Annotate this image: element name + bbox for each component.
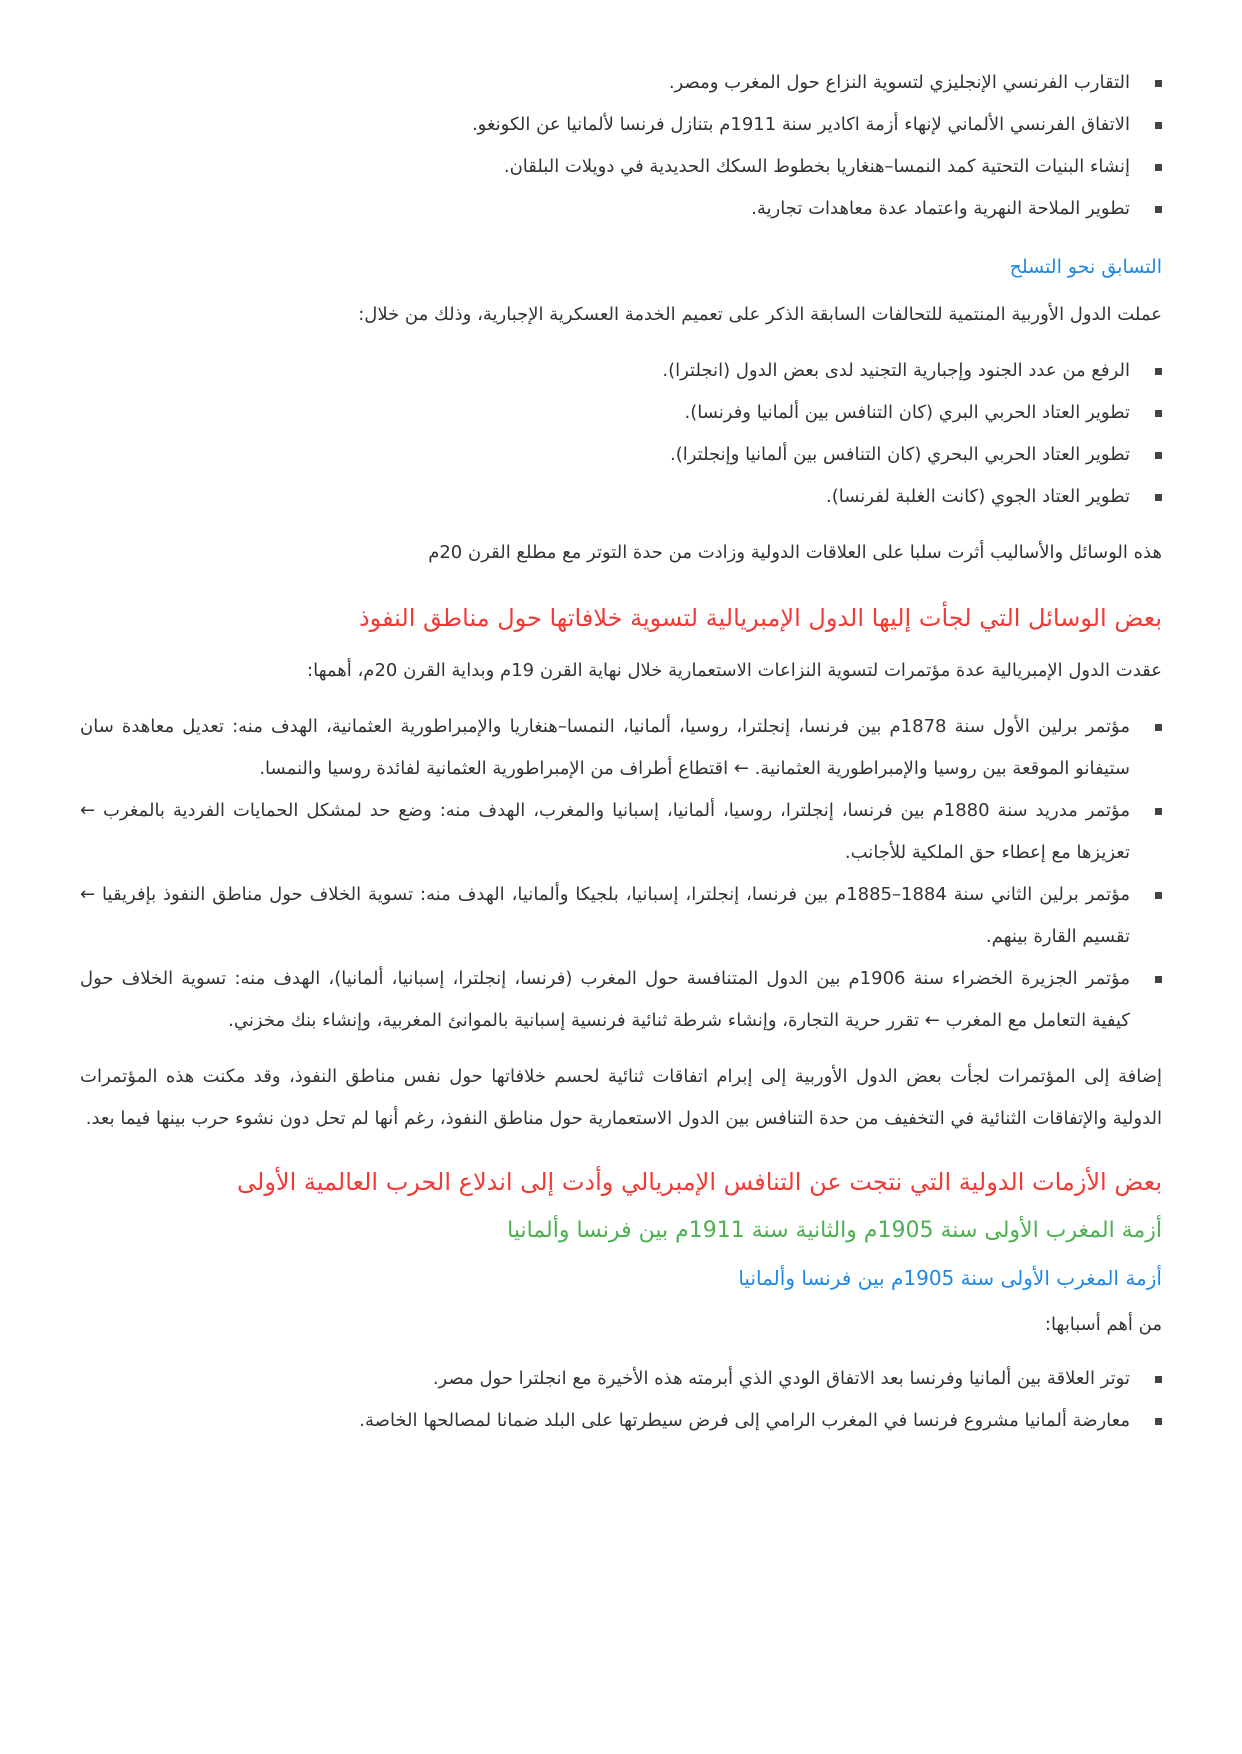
arms-race-conclusion: هذه الوسائل والأساليب أثرت سلبا على العلاقات الدولية وزادت من حدة التوتر مع مطلع القرن 20م <box>428 542 1162 563</box>
square-bullet-icon <box>1155 368 1162 375</box>
conferences-list <box>80 706 1162 1042</box>
list-item <box>80 62 1130 104</box>
list-item <box>80 874 1130 958</box>
list-item-text: التقارب الفرنسي الإنجليزي لتسوية النزاع حول المغرب ومصر. <box>668 72 1130 93</box>
list-item-text: مؤتمر مدريد سنة 1880م بين فرنسا، إنجلترا، روسيا، ألمانيا، إسبانيا والمغرب، الهدف منه: وضع حد لمشكل الحمايات الفردية بالمغرب ← تعزيزها مع إعطاء حق الملكية للأجانب. <box>80 800 1130 863</box>
list-item <box>80 350 1130 392</box>
crises-subsubheading: أزمة المغرب الأولى سنة 1905م بين فرنسا وألمانيا <box>738 1266 1162 1290</box>
list-item <box>80 1358 1130 1400</box>
crises-heading: بعض الأزمات الدولية التي نتجت عن التنافس الإمبريالي وأدت إلى اندلاع الحرب العالمية الأولى <box>237 1168 1162 1196</box>
list-item-text: الاتفاق الفرنسي الألماني لإنهاء أزمة اكادير سنة 1911م بتنازل فرنسا لألمانيا عن الكونغو. <box>471 114 1130 135</box>
arms-race-list <box>80 350 1162 518</box>
list-item-text: توتر العلاقة بين ألمانيا وفرنسا بعد الاتفاق الودي الذي أبرمته هذه الأخيرة مع انجلترا حول مصر. <box>432 1368 1130 1389</box>
list-item-text: تطوير العتاد الجوي (كانت الغلبة لفرنسا). <box>825 486 1130 507</box>
square-bullet-icon <box>1155 808 1162 815</box>
list-item <box>80 476 1130 518</box>
list-item-text: معارضة ألمانيا مشروع فرنسا في المغرب الرامي إلى فرض سيطرتها على البلد ضمانا لمصالحها الخاصة. <box>359 1410 1130 1431</box>
list-item <box>80 790 1130 874</box>
square-bullet-icon <box>1155 80 1162 87</box>
square-bullet-icon <box>1155 494 1162 501</box>
crises-subheading: أزمة المغرب الأولى سنة 1905م والثانية سنة 1911م بين فرنسا وألمانيا <box>507 1218 1162 1243</box>
causes-list <box>80 1358 1162 1442</box>
arms-race-intro: عملت الدول الأوربية المنتمية للتحالفات السابقة الذكر على تعميم الخدمة العسكرية الإجبارية، وذلك من خلال: <box>358 304 1162 325</box>
list-item-text: إنشاء البنيات التحتية كمد النمسا–هنغاريا بخطوط السكك الحديدية في دويلات البلقان. <box>503 156 1130 177</box>
list-item <box>80 146 1130 188</box>
square-bullet-icon <box>1155 724 1162 731</box>
list-item-text: تطوير العتاد الحربي البحري (كان التنافس بين ألمانيا وإنجلترا). <box>669 444 1130 465</box>
list-item-text: مؤتمر برلين الثاني سنة 1884–1885م بين فرنسا، إنجلترا، إسبانيا، بلجيكا وألمانيا، الهدف منه: تسوية الخلاف حول مناطق النفوذ بإفريقيا ← تقسيم القارة بينهم. <box>80 884 1131 947</box>
arms-race-heading: التسابق نحو التسلح <box>1009 256 1162 278</box>
list-item <box>80 1400 1130 1442</box>
list-item <box>80 706 1130 790</box>
square-bullet-icon <box>1155 122 1162 129</box>
list-item-text: تطوير الملاحة النهرية واعتماد عدة معاهدات تجارية. <box>751 198 1130 219</box>
square-bullet-icon <box>1155 892 1162 899</box>
list-item-text: مؤتمر الجزيرة الخضراء سنة 1906م بين الدول المتنافسة حول المغرب (فرنسا، إنجلترا، إسبانيا، ألمانيا)، الهدف منه: تسوية الخلاف حول كيفية التعامل مع المغرب ← تقرر حرية التجارة، وإنشاء شرطة ثنائية فرنسية إسبانية بالموانئ المغربية، وإنشاء بنك مخزني. <box>80 968 1130 1031</box>
conferences-conclusion: إضافة إلى المؤتمرات لجأت بعض الدول الأوربية إلى إبرام اتفاقات ثنائية لحسم خلافاتها حول نفس مناطق النفوذ، وقد مكنت هذه المؤتمرات الدولية والإتفاقات الثنائية في التخفيف من حدة التنافس بين الدول الاستعمارية حول مناطق النفوذ، رغم أنها لم تحل دون نشوء حرب بينها فيما بعد. <box>80 1066 1162 1129</box>
square-bullet-icon <box>1155 164 1162 171</box>
list-item-text: تطوير العتاد الحربي البري (كان التنافس بين ألمانيا وفرنسا). <box>684 402 1130 423</box>
list-item <box>80 188 1130 230</box>
list-item <box>80 434 1130 476</box>
list-item-text: الرفع من عدد الجنود وإجبارية التجنيد لدى بعض الدول (انجلترا). <box>662 360 1130 381</box>
list-item <box>80 392 1130 434</box>
square-bullet-icon <box>1155 1418 1162 1425</box>
square-bullet-icon <box>1155 206 1162 213</box>
square-bullet-icon <box>1155 1376 1162 1383</box>
causes-intro: من أهم أسبابها: <box>1044 1314 1162 1335</box>
square-bullet-icon <box>1155 452 1162 459</box>
list-item-text: مؤتمر برلين الأول سنة 1878م بين فرنسا، إنجلترا، روسيا، ألمانيا، النمسا–هنغاريا والإمبراطورية العثمانية، الهدف منه: تعديل معاهدة سان ستيفانو الموقعة بين روسيا والإمبراطورية العثمانية. ← اقتطاع أطراف من الإمبراطورية العثمانية لفائدة روسيا والنمسا. <box>80 716 1130 779</box>
conferences-heading: بعض الوسائل التي لجأت إليها الدول الإمبريالية لتسوية خلافاتها حول مناطق النفوذ <box>358 604 1162 632</box>
square-bullet-icon <box>1155 976 1162 983</box>
top-list <box>80 62 1162 230</box>
list-item <box>80 958 1130 1042</box>
conferences-intro: عقدت الدول الإمبريالية عدة مؤتمرات لتسوية النزاعات الاستعمارية خلال نهاية القرن 19م وبداية القرن 20م، أهمها: <box>307 660 1162 681</box>
list-item <box>80 104 1130 146</box>
square-bullet-icon <box>1155 410 1162 417</box>
